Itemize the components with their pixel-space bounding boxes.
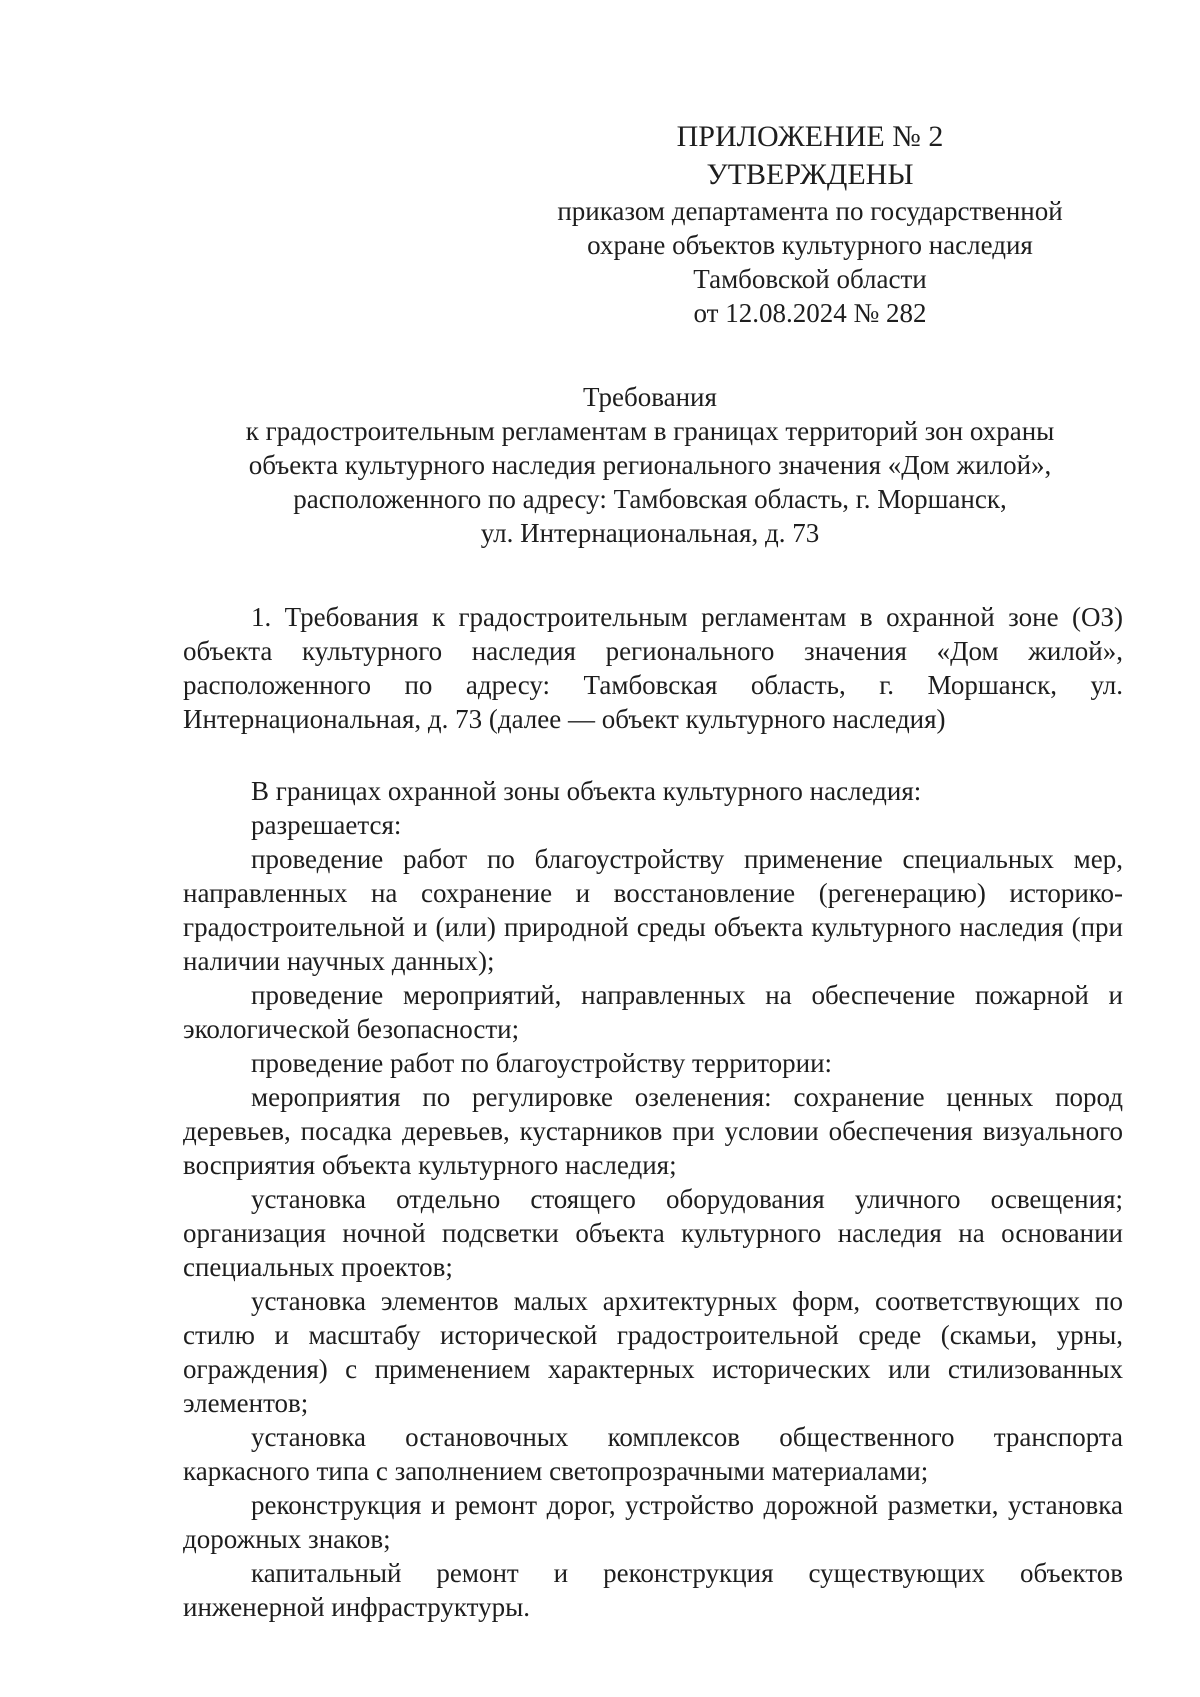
paragraph-allowed: разрешается: xyxy=(251,810,402,840)
title-line: к градостроительным регламентам в границах территорий зон охраны xyxy=(245,416,1055,446)
paragraph-item: установка элементов малых архитектурных форм, соответствующих по стилю и масштабу исторической градостроительной среде (скамьи, урны, ограждения) с применением характерных исторических или стилизованных элементов; xyxy=(183,1286,1123,1418)
paragraph-item: мероприятия по регулировке озеленения: сохранение ценных пород деревьев, посадка деревьев, кустарников при условии обеспечения визуального восприятия объекта культурного наследия; xyxy=(183,1082,1123,1180)
paragraph-item: установка остановочных комплексов общественного транспорта каркасного типа с заполнением светопрозрачными материалами; xyxy=(183,1422,1123,1486)
paragraph-item: проведение работ по благоустройству применение специальных мер, направленных на сохранение и восстановление (регенерацию) историко-градостроительной и (или) природной среды объекта культурного наследия (при наличии научных данных); xyxy=(183,844,1123,976)
approval-date-number: от 12.08.2024 № 282 xyxy=(693,298,927,328)
document-body xyxy=(183,600,1123,1624)
approval-line: приказом департамента по государственной xyxy=(557,196,1063,226)
paragraph-item: проведение работ по благоустройству территории: xyxy=(251,1048,833,1078)
title-line: объекта культурного наследия регионального значения «Дом жилой», xyxy=(248,450,1052,480)
title-heading: Требования xyxy=(583,382,717,412)
approval-line: Тамбовской области xyxy=(693,264,927,294)
title-line: ул. Интернациональная, д. 73 xyxy=(480,518,820,548)
paragraph-item: установка отдельно стоящего оборудования уличного освещения; организация ночной подсветки объекта культурного наследия на основании специальных проектов; xyxy=(183,1184,1123,1282)
approval-line: охране объектов культурного наследия xyxy=(587,230,1033,260)
paragraph-item: проведение мероприятий, направленных на обеспечение пожарной и экологической безопасности; xyxy=(183,980,1123,1044)
annex-number: ПРИЛОЖЕНИЕ № 2 xyxy=(676,120,944,153)
title-line: расположенного по адресу: Тамбовская область, г. Моршанск, xyxy=(293,484,1007,514)
approved-label: УТВЕРЖДЕНЫ xyxy=(706,158,914,191)
document-title xyxy=(150,380,1150,550)
paragraph-item: капитальный ремонт и реконструкция существующих объектов инженерной инфраструктуры. xyxy=(183,1558,1123,1622)
paragraph-item: реконструкция и ремонт дорог, устройство дорожной разметки, установка дорожных знаков; xyxy=(183,1490,1123,1554)
paragraph-section-1: 1. Требования к градостроительным регламентам в охранной зоне (ОЗ) объекта культурного наследия регионального значения «Дом жилой», расположенного по адресу: Тамбовская область, г. Моршанск, ул. Интернациональная, д. 73 (далее — объект культурного наследия) xyxy=(183,602,1123,734)
paragraph-zone-intro: В границах охранной зоны объекта культурного наследия: xyxy=(251,776,922,806)
approval-block xyxy=(545,118,1075,330)
